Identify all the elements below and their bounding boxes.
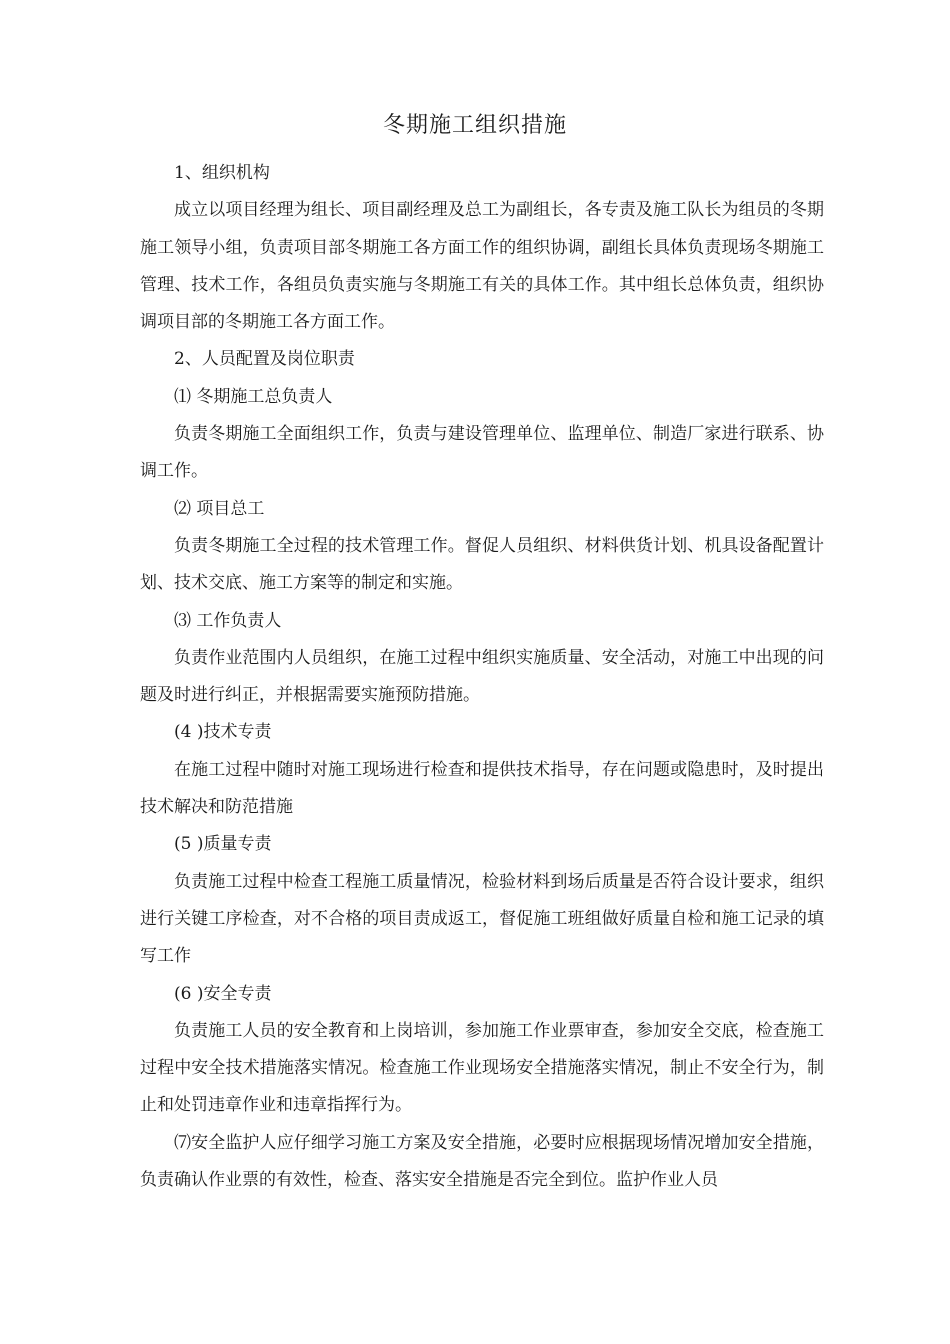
subheading-chief-engineer: ⑵ 项目总工	[174, 498, 265, 519]
paragraph-general-leader: 负责冬期施工全面组织工作，负责与建设管理单位、监理单位、制造厂家进行联系、协调工作。	[140, 424, 824, 482]
paragraph-safety-specialist: 负责施工人员的安全教育和上岗培训，参加施工作业票审查，参加安全交底，检查施工过程中安全技术措施落实情况。检查施工作业现场安全措施落实情况，制止不安全行为，制止和处罚违章作业和违章指挥行为。	[140, 1020, 824, 1116]
paragraph-quality-specialist: 负责施工过程中检查工程施工质量情况，检验材料到场后质量是否符合设计要求，组织进行关键工序检查，对不合格的项目责成返工，督促施工班组做好质量自检和施工记录的填写工作	[140, 871, 824, 967]
subheading-quality-specialist: (5 )质量专责	[174, 834, 272, 855]
paragraph-technical-specialist: 在施工过程中随时对施工现场进行检查和提供技术指导，存在问题或隐患时，及时提出技术解决和防范措施	[140, 759, 824, 818]
paragraph-chief-engineer: 负责冬期施工全过程的技术管理工作。督促人员组织、材料供货计划、机具设备配置计划、技术交底、施工方案等的制定和实施。	[140, 535, 824, 594]
subheading-work-leader: ⑶ 工作负责人	[174, 610, 282, 631]
heading-staffing: 2、人员配置及岗位职责	[174, 349, 355, 370]
paragraph-work-leader: 负责作业范围内人员组织，在施工过程中组织实施质量、安全活动，对施工中出现的问题及时进行纠正，并根据需要实施预防措施。	[140, 647, 824, 706]
subheading-technical-specialist: (4 )技术专责	[174, 722, 272, 743]
subheading-safety-specialist: (6 )安全专责	[174, 983, 272, 1004]
paragraph-safety-supervisor: ⑺安全监护人应仔细学习施工方案及安全措施，必要时应根据现场情况增加安全措施，负责确认作业票的有效性，检查、落实安全措施是否完全到位。监护作业人员	[140, 1132, 824, 1191]
document-title: 冬期施工组织措施	[382, 113, 567, 138]
paragraph-organization: 成立以项目经理为组长、项目副经理及总工为副组长，各专责及施工队长为组员的冬期施工领导小组，负责项目部冬期施工各方面工作的组织协调，副组长具体负责现场冬期施工管理、技术工作，各组员负责实施与冬期施工有关的具体工作。其中组长总体负责，组织协调项目部的冬期施工各方面工作。	[140, 200, 824, 333]
document-body	[140, 155, 824, 1199]
subheading-general-leader: ⑴ 冬期施工总负责人	[174, 386, 333, 407]
heading-organization: 1、组织机构	[174, 163, 270, 183]
